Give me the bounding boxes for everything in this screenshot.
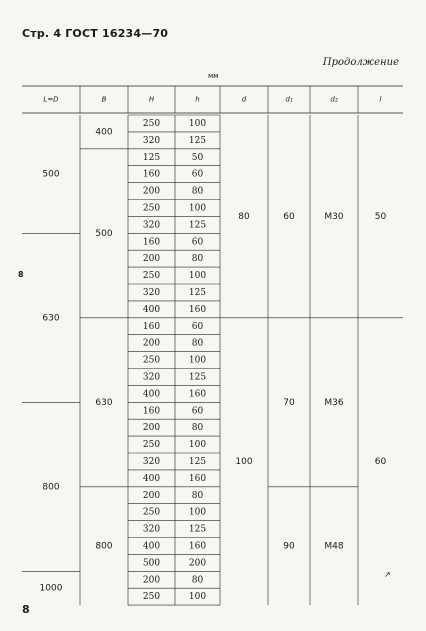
- cell-h: 100: [188, 507, 207, 518]
- cell-h: 160: [188, 541, 207, 552]
- cell-B: 630: [95, 397, 113, 408]
- cell-H: 200: [142, 186, 161, 197]
- cell-h: 80: [191, 186, 204, 197]
- unit-label: мм: [208, 72, 219, 80]
- column-header: L=D: [43, 95, 59, 104]
- cell-h: 125: [188, 456, 207, 467]
- cell-H: 160: [142, 237, 161, 248]
- cell-H: 400: [142, 389, 161, 400]
- cell-H: 160: [142, 406, 161, 417]
- cell-H: 200: [142, 423, 161, 434]
- cell-H: 250: [142, 355, 161, 366]
- cell-d1: 70: [283, 397, 295, 408]
- corner-mark: ↗: [384, 570, 391, 579]
- cell-l: 60: [374, 456, 387, 467]
- cell-h: 160: [188, 389, 207, 400]
- cell-H: 250: [142, 118, 161, 129]
- cell-H: 320: [142, 524, 161, 535]
- cell-h: 60: [191, 406, 204, 417]
- cell-h: 100: [188, 440, 207, 451]
- cell-h: 100: [188, 118, 207, 129]
- cell-h: 60: [191, 237, 204, 248]
- cell-d1: 90: [283, 541, 295, 552]
- cell-H: 400: [142, 473, 161, 484]
- column-header: d: [241, 95, 247, 104]
- cell-h: 60: [191, 321, 204, 332]
- cell-h: 100: [188, 592, 207, 603]
- cell-h: 100: [188, 355, 207, 366]
- cell-h: 50: [191, 152, 204, 163]
- cell-LD: 1000: [39, 583, 63, 594]
- column-header: d₁: [285, 95, 293, 104]
- cell-h: 160: [188, 473, 207, 484]
- cell-h: 100: [188, 203, 207, 214]
- column-header: B: [101, 95, 107, 104]
- cell-H: 250: [142, 203, 161, 214]
- cell-h: 125: [188, 372, 207, 383]
- cell-d1: 60: [283, 211, 295, 222]
- cell-h: 125: [188, 135, 207, 146]
- cell-H: 250: [142, 440, 161, 451]
- cell-B: 500: [95, 228, 113, 239]
- cell-h: 160: [188, 304, 207, 315]
- cell-H: 400: [142, 541, 161, 552]
- cell-H: 320: [142, 287, 161, 298]
- cell-H: 200: [142, 490, 161, 501]
- cell-H: 200: [142, 254, 161, 265]
- page-number: 8: [22, 603, 30, 616]
- cell-H: 500: [142, 558, 161, 569]
- cell-H: 200: [142, 338, 161, 349]
- cell-H: 250: [142, 507, 161, 518]
- cell-l: 50: [374, 211, 387, 222]
- cell-h: 100: [188, 271, 207, 282]
- cell-H: 125: [142, 152, 161, 163]
- cell-LD: 500: [42, 169, 60, 180]
- cell-d2: M48: [324, 541, 344, 552]
- cell-d2: M30: [324, 211, 344, 222]
- continuation-label: Продолжение: [322, 57, 399, 68]
- cell-h: 80: [191, 338, 204, 349]
- page-header: Стр. 4 ГОСТ 16234—70: [22, 27, 169, 40]
- cell-h: 125: [188, 524, 207, 535]
- cell-H: 160: [142, 321, 161, 332]
- column-header: l: [379, 95, 382, 104]
- cell-d: 100: [235, 456, 253, 467]
- cell-d2: M36: [324, 397, 344, 408]
- cell-H: 400: [142, 304, 161, 315]
- cell-B: 400: [95, 127, 113, 138]
- cell-LD: 800: [42, 482, 60, 493]
- cell-h: 80: [191, 490, 204, 501]
- cell-h: 80: [191, 254, 204, 265]
- cell-h: 80: [191, 423, 204, 434]
- margin-mark: 8: [18, 270, 24, 279]
- cell-B: 800: [95, 541, 113, 552]
- cell-H: 160: [142, 169, 161, 180]
- column-header: h: [195, 95, 200, 104]
- cell-H: 320: [142, 372, 161, 383]
- cell-h: 60: [191, 169, 204, 180]
- cell-LD: 630: [42, 313, 60, 324]
- column-header: d₂: [330, 95, 338, 104]
- cell-H: 250: [142, 592, 161, 603]
- cell-H: 200: [142, 575, 161, 586]
- cell-h: 125: [188, 287, 207, 298]
- cell-d: 80: [238, 211, 250, 222]
- column-header: H: [148, 95, 155, 104]
- cell-H: 320: [142, 135, 161, 146]
- cell-H: 250: [142, 271, 161, 282]
- cell-H: 320: [142, 220, 161, 231]
- cell-h: 80: [191, 575, 204, 586]
- cell-h: 200: [188, 558, 207, 569]
- cell-H: 320: [142, 456, 161, 467]
- cell-h: 125: [188, 220, 207, 231]
